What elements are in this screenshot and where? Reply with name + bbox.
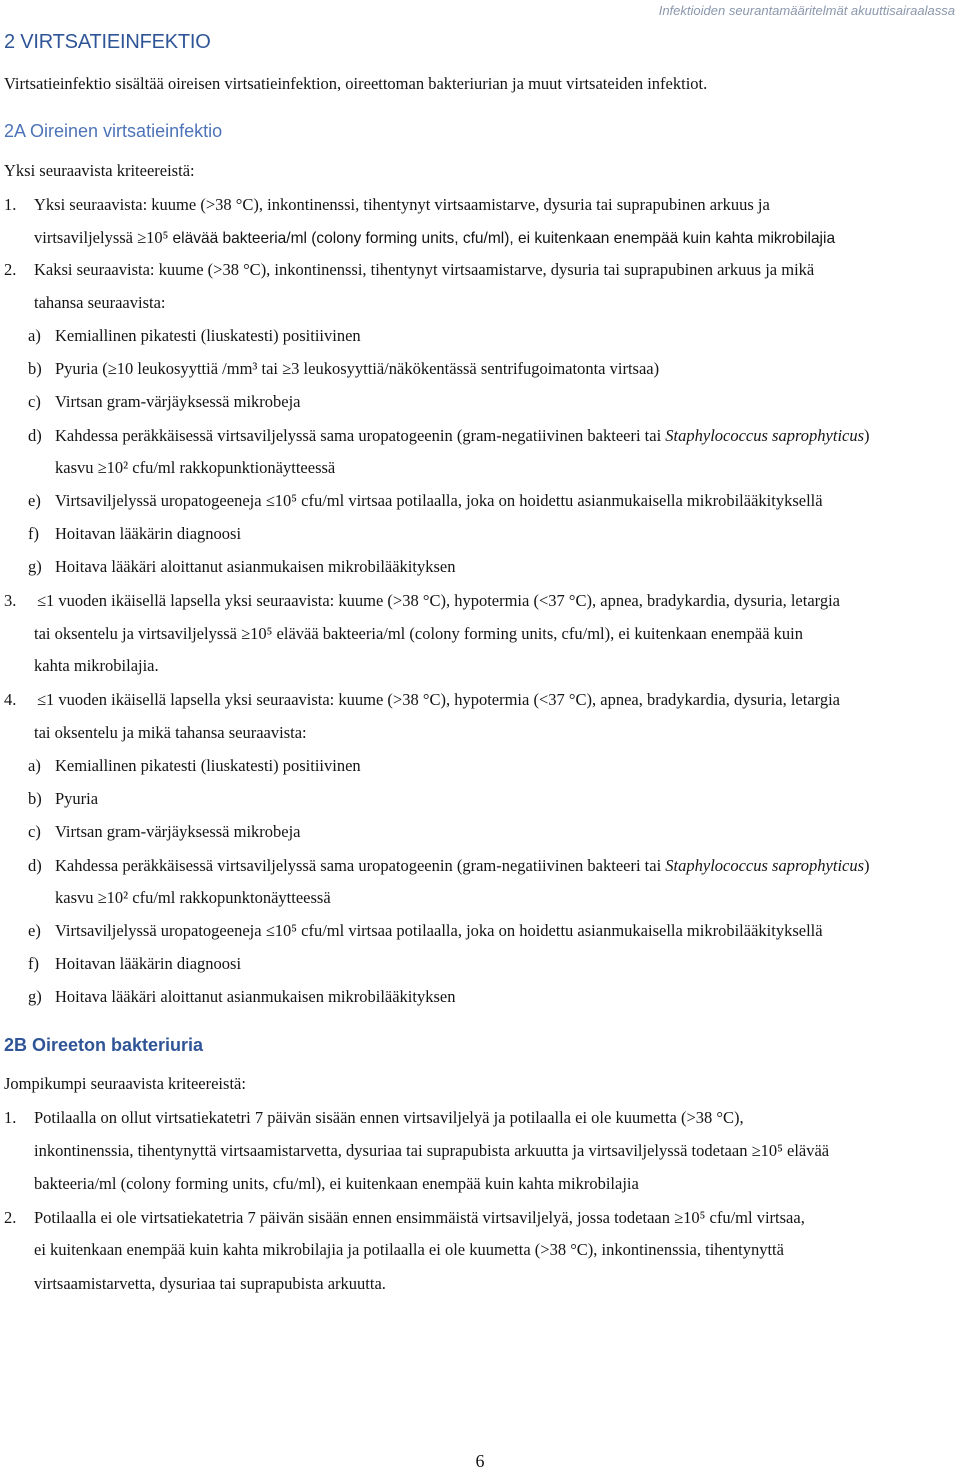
criterion-2a-2-sub-c-label: c) (28, 392, 41, 411)
criterion-2a-2-number: 2. (4, 260, 17, 279)
criterion-2a-4-line-2: tai oksentelu ja mikä tahansa seuraavista: (34, 723, 307, 742)
criterion-2a-2-sub-g-text: Hoitava lääkäri aloittanut asianmukaisen mikrobilääkityksen (55, 557, 456, 576)
criterion-2a-1-line-1: Yksi seuraavista: kuume (>38 °C), inkontinenssi, tihentynyt virtsaamistarve, dysuria tai suprapubinen arkuus ja (34, 195, 770, 214)
criterion-2a-2-sub-g-label: g) (28, 557, 42, 576)
criterion-2a-2-sub-d-text (55, 425, 956, 447)
criterion-2a-3-line-1: ≤1 vuoden ikäisellä lapsella yksi seuraavista: kuume (>38 °C), hypotermia (<37 °C), apnea, bradykardia, dysuria, letargia (37, 591, 840, 610)
criterion-2b-1-line-2: inkontinenssia, tihentynyttä virtsaamistarvetta, dysuriaa tai suprapubista arkuutta ja virtsaviljelyssä todetaan ≥10⁵ elävää (34, 1141, 830, 1160)
page-number: 6 (475, 1451, 485, 1471)
criterion-2b-1-line-3: bakteeria/ml (colony forming units, cfu/ml), ei kuitenkaan enempää kuin kahta mikrobilajia (34, 1174, 639, 1193)
criterion-2a-4-sub-d-species: Staphylococcus saprophyticus (665, 856, 865, 875)
criterion-2a-2-sub-f-label: f) (28, 524, 39, 543)
criterion-2b-2-number: 2. (4, 1208, 17, 1227)
criterion-2a-3-line-3: kahta mikrobilajia. (34, 656, 159, 675)
criterion-2a-2-sub-d-text-end: ) (864, 426, 870, 445)
criterion-2a-1-line-2-start: virtsaviljelyssä ≥10⁵ (34, 228, 173, 247)
criterion-2a-4-sub-d-line-2: kasvu ≥10² cfu/ml rakkopunktonäytteessä (55, 888, 331, 907)
criterion-2a-4-sub-f-label: f) (28, 954, 39, 973)
criterion-2a-4-sub-c-label: c) (28, 822, 41, 841)
criterion-2a-2-sub-f-text: Hoitavan lääkärin diagnoosi (55, 524, 242, 543)
criterion-2a-4-sub-a-label: a) (28, 756, 41, 775)
criterion-2a-4-sub-e-label: e) (28, 921, 41, 940)
chapter-title: 2 VIRTSATIEINFEKTIO (4, 31, 211, 53)
criterion-2a-2-sub-d-line-2: kasvu ≥10² cfu/ml rakkopunktionäytteessä (55, 458, 336, 477)
section-2b-lead: Jompikumpi seuraavista kriteereistä: (4, 1074, 246, 1093)
section-2b-heading: 2B Oireeton bakteriuria (4, 1035, 204, 1055)
criterion-2a-4-sub-g-text: Hoitava lääkäri aloittanut asianmukaisen mikrobilääkityksen (55, 987, 456, 1006)
criterion-2a-2-sub-d-species: Staphylococcus saprophyticus (665, 426, 865, 445)
criterion-2a-1-number: 1. (4, 195, 17, 214)
criterion-2a-4-sub-d-text (55, 855, 956, 877)
criterion-2a-4-number: 4. (4, 690, 17, 709)
running-header: Infektioiden seurantamääritelmät akuuttisairaalassa (658, 3, 955, 18)
chapter-intro: Virtsatieinfektio sisältää oireisen virtsatieinfektion, oireettoman bakteriurian ja muut virtsateiden infektiot. (4, 74, 708, 93)
criterion-2b-1-number: 1. (4, 1108, 17, 1127)
criterion-2a-4-sub-a-text: Kemiallinen pikatesti (liuskatesti) positiivinen (55, 756, 361, 775)
section-2a-heading: 2A Oireinen virtsatieinfektio (4, 121, 223, 141)
criterion-2a-2-sub-e-label: e) (28, 491, 41, 510)
criterion-2a-2-sub-d-label: d) (28, 426, 42, 445)
criterion-2b-2-line-3: virtsaamistarvetta, dysuriaa tai suprapubista arkuutta. (34, 1274, 386, 1293)
section-2a-lead: Yksi seuraavista kriteereistä: (4, 161, 195, 180)
criterion-2a-4-sub-d-label: d) (28, 856, 42, 875)
criterion-2a-2-sub-d-text-start: Kahdessa peräkkäisessä virtsaviljelyssä sama uropatogeenin (gram-negatiivinen bakteeri tai (55, 426, 666, 445)
criterion-2a-4-sub-d-text-start: Kahdessa peräkkäisessä virtsaviljelyssä sama uropatogeenin (gram-negatiivinen bakteeri tai (55, 856, 666, 875)
criterion-2a-4-sub-d-text-end: ) (864, 856, 870, 875)
criterion-2a-4-sub-b-label: b) (28, 789, 42, 808)
criterion-2a-4-sub-f-text: Hoitavan lääkärin diagnoosi (55, 954, 242, 973)
criterion-2b-2-line-1: Potilaalla ei ole virtsatiekatetria 7 päivän sisään ennen ensimmäistä virtsaviljelyä, jossa todetaan ≥10⁵ cfu/ml virtsaa, (34, 1208, 805, 1227)
criterion-2a-2-sub-c-text: Virtsan gram-värjäyksessä mikrobeja (55, 392, 301, 411)
criterion-2a-2-sub-e-text: Virtsaviljelyssä uropatogeeneja ≤10⁵ cfu/ml virtsaa potilaalla, joka on hoidettu asianmukaisella mikrobilääkityksellä (55, 491, 823, 510)
criterion-2a-2-sub-b-label: b) (28, 359, 42, 378)
criterion-2a-2-sub-a-label: a) (28, 326, 41, 345)
criterion-2a-4-sub-c-text: Virtsan gram-värjäyksessä mikrobeja (55, 822, 301, 841)
criterion-2a-2-sub-b-text: Pyuria (≥10 leukosyyttiä /mm³ tai ≥3 leukosyyttiä/näkökentässä sentrifugoimatonta virtsaa) (55, 359, 660, 378)
criterion-2a-1-line-2 (34, 227, 956, 249)
criterion-2a-1-line-2-end: elävää bakteeria/ml (colony forming units, cfu/ml), ei kuitenkaan enempää kuin kahta mikrobilajia (172, 230, 836, 247)
criterion-2a-3-line-2: tai oksentelu ja virtsaviljelyssä ≥10⁵ elävää bakteeria/ml (colony forming units, cfu/ml), ei kuitenkaan enempää kuin (34, 624, 803, 643)
criterion-2b-2-line-2: ei kuitenkaan enempää kuin kahta mikrobilajia ja potilaalla ei ole kuumetta (>38 °C), inkontinenssia, tihentynyttä (34, 1240, 784, 1259)
criterion-2a-3-number: 3. (4, 591, 17, 610)
criterion-2b-1-line-1: Potilaalla on ollut virtsatiekatetri 7 päivän sisään ennen virtsaviljelyä ja potilaalla ei ole kuumetta (>38 °C), (34, 1108, 744, 1127)
criterion-2a-4-sub-g-label: g) (28, 987, 42, 1006)
criterion-2a-4-sub-b-text: Pyuria (55, 789, 99, 808)
criterion-2a-4-line-1: ≤1 vuoden ikäisellä lapsella yksi seuraavista: kuume (>38 °C), hypotermia (<37 °C), apnea, bradykardia, dysuria, letargia (37, 690, 840, 709)
criterion-2a-2-line-1: Kaksi seuraavista: kuume (>38 °C), inkontinenssi, tihentynyt virtsaamistarve, dysuria tai suprapubinen arkuus ja mikä (34, 260, 815, 279)
criterion-2a-4-sub-e-text: Virtsaviljelyssä uropatogeeneja ≤10⁵ cfu/ml virtsaa potilaalla, joka on hoidettu asianmukaisella mikrobilääkityksellä (55, 921, 823, 940)
criterion-2a-2-sub-a-text: Kemiallinen pikatesti (liuskatesti) positiivinen (55, 326, 361, 345)
criterion-2a-2-line-2: tahansa seuraavista: (34, 293, 166, 312)
